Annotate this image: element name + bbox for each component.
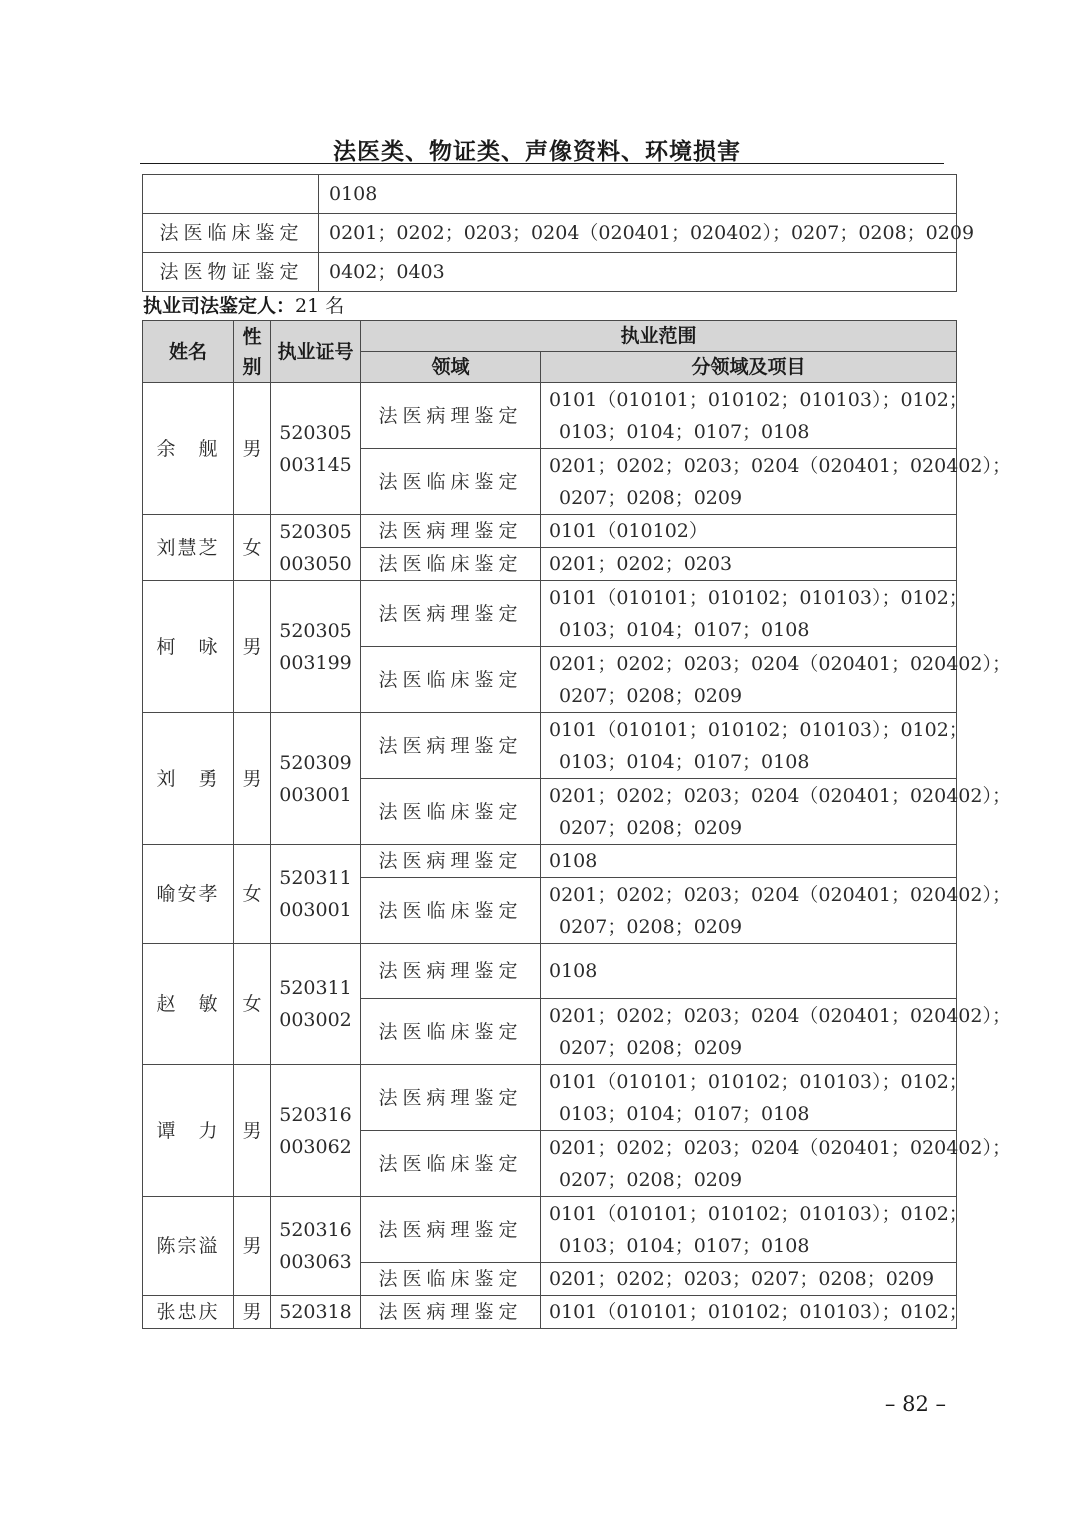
scope-items — [541, 1131, 1011, 1197]
scope-domain: 法医病理鉴定 — [361, 581, 541, 647]
appraiser-gender: 女 — [234, 845, 271, 944]
scope-items — [541, 845, 957, 878]
table-row — [143, 845, 957, 878]
appraiser-name: 刘 勇 — [143, 713, 234, 845]
scope-items-line: 0101（010101；010102；010103）；0102； — [549, 1301, 968, 1323]
scope-items — [541, 779, 1011, 845]
table-row — [143, 214, 957, 253]
scope-items — [541, 647, 1011, 713]
appraiser-gender: 男 — [234, 383, 271, 515]
scope-domain: 法医临床鉴定 — [361, 548, 541, 581]
license-number — [271, 383, 361, 515]
scope-items-line: 0201；0202；0203 — [549, 553, 733, 575]
column-header-license: 执业证号 — [271, 321, 361, 383]
items-cell: 0402；0403 — [319, 253, 957, 292]
scope-items — [541, 713, 968, 779]
table-row — [143, 944, 957, 999]
appraiser-name: 张忠庆 — [143, 1296, 234, 1329]
scope-items-line: 0108 — [549, 960, 598, 982]
scope-items — [541, 1065, 968, 1131]
page-header-title: 法医类、物证类、声像资料、环境损害 — [333, 138, 741, 165]
scope-items-line: 0207；0208；0209 — [559, 684, 743, 707]
appraiser-table — [142, 320, 1011, 1329]
scope-items — [541, 1296, 968, 1329]
scope-domain: 法医病理鉴定 — [361, 1296, 541, 1329]
scope-items-line: 0108 — [549, 850, 598, 872]
table-row — [143, 1065, 957, 1131]
scope-items — [541, 548, 957, 581]
license-number-part: 520311 — [279, 977, 352, 999]
license-number-part: 520316 — [279, 1219, 352, 1241]
items-cell: 0108 — [319, 175, 957, 214]
license-number-part: 003062 — [279, 1135, 352, 1158]
appraiser-count-value: 21 名 — [295, 295, 345, 317]
appraiser-gender: 男 — [234, 1197, 271, 1296]
domain-cell: 法医临床鉴定 — [143, 214, 319, 253]
appraiser-gender: 男 — [234, 1065, 271, 1197]
table-row — [143, 581, 957, 647]
appraiser-rows — [143, 383, 1011, 1329]
license-number — [271, 1296, 361, 1329]
license-number-part: 520311 — [279, 867, 352, 889]
appraiser-gender: 男 — [234, 581, 271, 713]
scope-domain: 法医病理鉴定 — [361, 383, 541, 449]
scope-domain: 法医临床鉴定 — [361, 449, 541, 515]
appraiser-name: 柯 咏 — [143, 581, 234, 713]
license-number-part: 520305 — [279, 520, 352, 543]
scope-items-line: 0201；0202；0203；0204（020401；020402）； — [549, 883, 1011, 906]
license-number-part: 003199 — [279, 651, 352, 674]
page-number: – 82 – — [884, 1392, 946, 1416]
table-row — [143, 515, 957, 548]
scope-items-line: 0101（010101；010102；010103）；0102； — [549, 586, 968, 609]
scope-items — [541, 581, 968, 647]
column-header-gender: 性别 — [234, 321, 271, 383]
scope-items-line: 0201；0202；0203；0207；0208；0209 — [549, 1268, 935, 1290]
table-row — [143, 175, 957, 214]
scope-items-line: 0103；0104；0107；0108 — [559, 420, 810, 443]
scope-items — [541, 383, 968, 449]
scope-items-line: 0101（010101；010102；010103）；0102； — [549, 388, 968, 411]
table-row — [143, 383, 957, 449]
domain-cell: 法医物证鉴定 — [143, 253, 319, 292]
column-header-domain: 领域 — [361, 352, 541, 383]
table-row — [143, 253, 957, 292]
scope-items — [541, 999, 1011, 1065]
appraiser-count — [143, 291, 344, 318]
scope-items-line: 0103；0104；0107；0108 — [559, 750, 810, 773]
scope-items-line: 0201；0202；0203；0204（020401；020402）； — [549, 454, 1011, 477]
appraiser-gender: 女 — [234, 944, 271, 1065]
appraiser-name: 谭 力 — [143, 1065, 234, 1197]
license-number — [271, 944, 361, 1065]
column-header-scope: 执业范围 — [361, 321, 957, 352]
table-header-row — [143, 321, 957, 352]
column-header-name: 姓名 — [143, 321, 234, 383]
license-number — [271, 1065, 361, 1197]
license-number-part: 003001 — [279, 783, 352, 806]
scope-domain: 法医临床鉴定 — [361, 779, 541, 845]
scope-items-line: 0201；0202；0203；0204（020401；020402）； — [549, 1004, 1011, 1027]
scope-domain: 法医病理鉴定 — [361, 713, 541, 779]
scope-items-line: 0101（010101；010102；010103）；0102； — [549, 1202, 968, 1225]
scope-items-line: 0201；0202；0203；0204（020401；020402）； — [549, 784, 1011, 807]
table-row — [143, 1197, 957, 1263]
license-number-part: 520305 — [279, 421, 352, 444]
appraiser-count-label: 执业司法鉴定人： — [143, 295, 296, 317]
appraiser-gender: 女 — [234, 515, 271, 581]
appraiser-name: 陈宗溢 — [143, 1197, 234, 1296]
license-number-part: 520305 — [279, 619, 352, 642]
scope-items — [541, 515, 957, 548]
appraiser-gender: 男 — [234, 713, 271, 845]
license-number — [271, 515, 361, 581]
scope-items-line: 0101（010101；010102；010103）；0102； — [549, 1070, 968, 1093]
license-number — [271, 845, 361, 944]
scope-items-line: 0103；0104；0107；0108 — [559, 1102, 810, 1125]
license-number-part: 520309 — [279, 751, 352, 774]
license-number — [271, 1197, 361, 1296]
license-number-part: 003063 — [279, 1251, 352, 1273]
scope-domain: 法医病理鉴定 — [361, 944, 541, 999]
appraiser-gender: 男 — [234, 1296, 271, 1329]
scope-domain: 法医临床鉴定 — [361, 1263, 541, 1296]
appraiser-name: 赵 敏 — [143, 944, 234, 1065]
scope-items-line: 0103；0104；0107；0108 — [559, 1234, 810, 1257]
table-row — [143, 713, 957, 779]
scope-items — [541, 1197, 968, 1263]
scope-items-line: 0207；0208；0209 — [559, 486, 743, 509]
scope-items-line: 0103；0104；0107；0108 — [559, 618, 810, 641]
scope-items-line: 0201；0202；0203；0204（020401；020402）； — [549, 1136, 1011, 1159]
license-number-part: 003050 — [279, 552, 352, 575]
domain-cell — [143, 175, 319, 214]
scope-domain: 法医临床鉴定 — [361, 999, 541, 1065]
scope-items-line: 0101（010101；010102；010103）；0102； — [549, 718, 968, 741]
scope-domain: 法医临床鉴定 — [361, 878, 541, 944]
institution-scope-table — [142, 174, 975, 292]
scope-domain: 法医病理鉴定 — [361, 845, 541, 878]
license-number-part: 520316 — [279, 1103, 352, 1126]
license-number-part: 003001 — [279, 899, 352, 921]
scope-items — [541, 878, 1011, 944]
scope-items — [541, 944, 957, 999]
scope-items-line: 0201；0202；0203；0204（020401；020402）； — [549, 652, 1011, 675]
scope-items-line: 0207；0208；0209 — [559, 816, 743, 839]
scope-items — [541, 1263, 957, 1296]
appraiser-name: 余 舰 — [143, 383, 234, 515]
scope-items-line: 0207；0208；0209 — [559, 1036, 743, 1059]
license-number-part: 003145 — [279, 453, 352, 476]
scope-items-line: 0207；0208；0209 — [559, 915, 743, 938]
scope-items-line: 0207；0208；0209 — [559, 1168, 743, 1191]
appraiser-name: 刘慧芝 — [143, 515, 234, 581]
license-number-part: 003002 — [279, 1009, 352, 1031]
items-cell: 0201；0202；0203；0204（020401；020402）；0207；0208；0209 — [319, 214, 957, 253]
scope-domain: 法医临床鉴定 — [361, 1131, 541, 1197]
license-number-part: 520318 — [279, 1301, 352, 1323]
scope-domain: 法医病理鉴定 — [361, 1065, 541, 1131]
license-number — [271, 713, 361, 845]
table-row — [143, 1296, 957, 1329]
appraiser-name: 喻安孝 — [143, 845, 234, 944]
scope-items-line: 0101（010102） — [549, 520, 708, 542]
column-header-items: 分领域及项目 — [541, 352, 957, 383]
scope-domain: 法医病理鉴定 — [361, 1197, 541, 1263]
header-rule — [140, 163, 944, 164]
scope-domain: 法医病理鉴定 — [361, 515, 541, 548]
scope-items — [541, 449, 1011, 515]
scope-domain: 法医临床鉴定 — [361, 647, 541, 713]
license-number — [271, 581, 361, 713]
